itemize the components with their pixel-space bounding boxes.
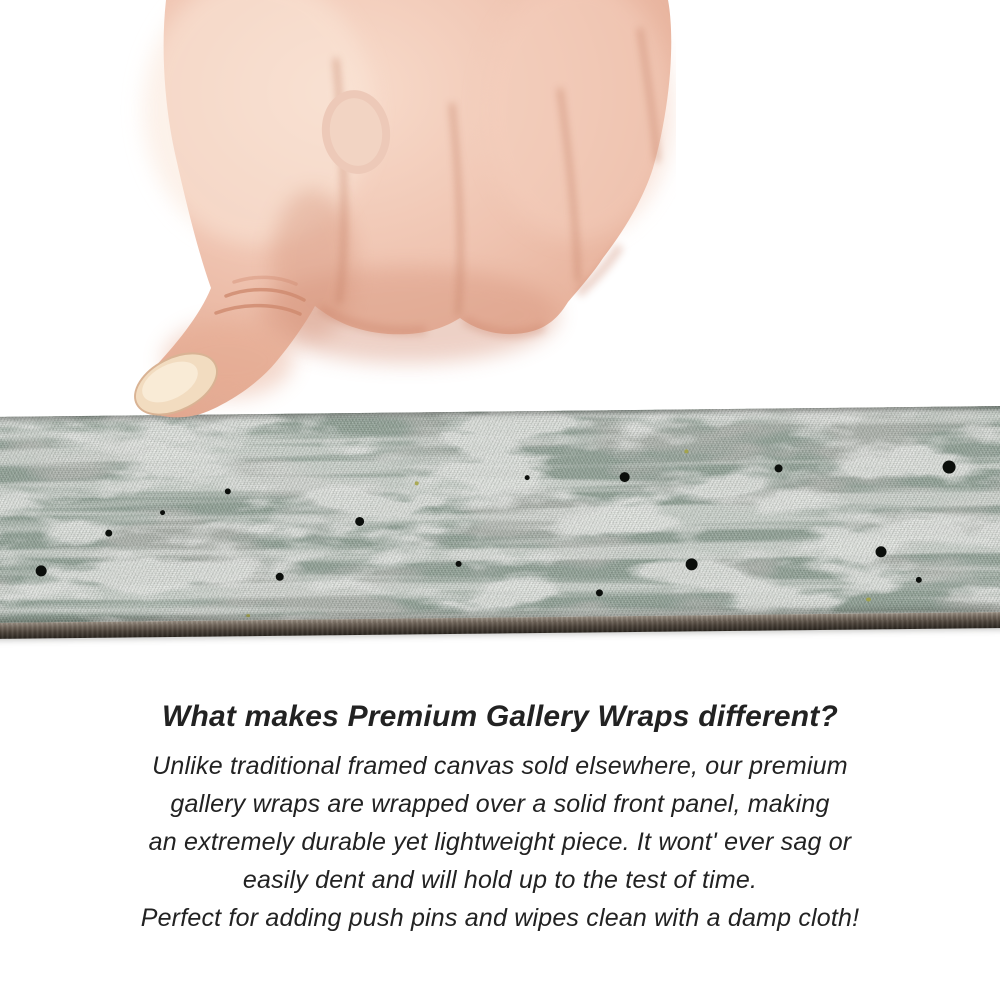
- caption-line: easily dent and will hold up to the test of time.: [242, 865, 758, 894]
- caption-block: [0, 700, 1000, 937]
- caption-line: Perfect for adding push pins and wipes clean with a damp cloth!: [140, 903, 860, 932]
- hand-photo: [108, 0, 676, 430]
- canvas-strip-photo: [0, 406, 1000, 639]
- canvas-face-shading: [0, 406, 1000, 623]
- caption-line: gallery wraps are wrapped over a solid front panel, making: [170, 789, 830, 818]
- caption-heading: What makes Premium Gallery Wraps different?: [161, 700, 839, 733]
- caption-line: Unlike traditional framed canvas sold elsewhere, our premium: [152, 751, 848, 780]
- caption-line: an extremely durable yet lightweight piece. It wont' ever sag or: [148, 827, 852, 856]
- canvas-strip-face: [0, 406, 1000, 623]
